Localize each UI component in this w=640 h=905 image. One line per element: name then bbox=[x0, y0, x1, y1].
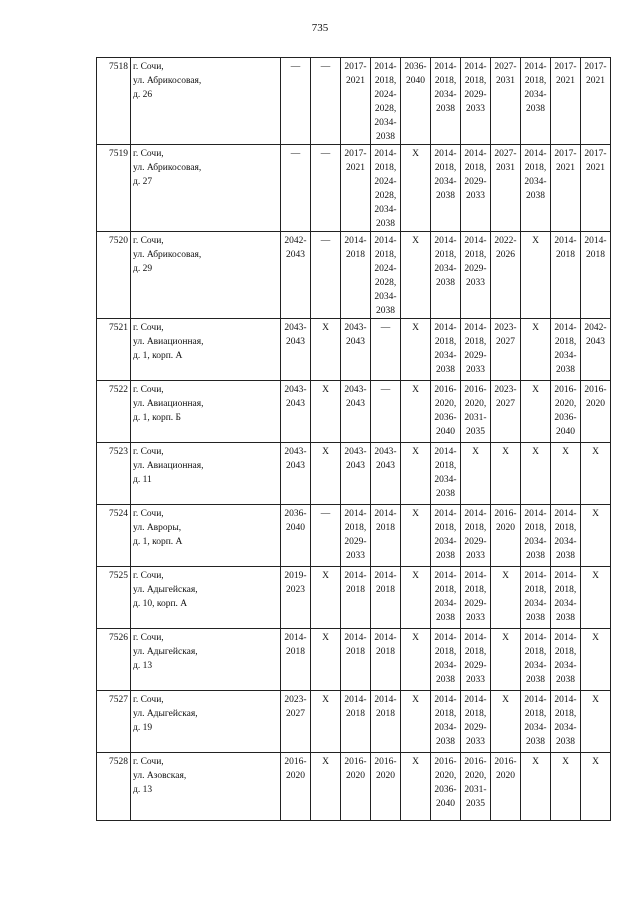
table-body bbox=[97, 58, 611, 821]
term-cell: 2014- 2018 bbox=[371, 567, 401, 629]
term-cell: 2014- 2018 bbox=[341, 567, 371, 629]
term-cell: 2022- 2026 bbox=[491, 232, 521, 319]
term-cell: 2014- 2018, 2034- 2038 bbox=[431, 443, 461, 505]
address-cell: г. Сочи, ул. Адыгейская, д. 13 bbox=[131, 629, 281, 691]
term-cell: 2014- 2018 bbox=[581, 232, 611, 319]
address-cell: г. Сочи, ул. Адыгейская, д. 19 bbox=[131, 691, 281, 753]
term-cell: 2014- 2018, 2029- 2033 bbox=[461, 691, 491, 753]
term-cell: X bbox=[581, 753, 611, 821]
term-cell: 2014- 2018, 2034- 2038 bbox=[551, 567, 581, 629]
term-cell: 2016- 2020 bbox=[491, 753, 521, 821]
term-cell: 2016- 2020 bbox=[281, 753, 311, 821]
term-cell: 2023- 2027 bbox=[491, 319, 521, 381]
row-number: 7523 bbox=[97, 443, 131, 505]
term-cell: 2016- 2020 bbox=[581, 381, 611, 443]
term-cell: 2014- 2018, 2034- 2038 bbox=[521, 629, 551, 691]
term-cell: 2014- 2018 bbox=[281, 629, 311, 691]
address-cell: г. Сочи, ул. Абрикосовая, д. 26 bbox=[131, 58, 281, 145]
term-cell: 2017- 2021 bbox=[341, 58, 371, 145]
term-cell: 2014- 2018 bbox=[371, 505, 401, 567]
term-cell: 2017- 2021 bbox=[341, 145, 371, 232]
term-cell: 2043- 2043 bbox=[371, 443, 401, 505]
term-cell: 2043- 2043 bbox=[281, 381, 311, 443]
term-cell: X bbox=[401, 505, 431, 567]
term-cell: 2019- 2023 bbox=[281, 567, 311, 629]
term-cell: — bbox=[311, 505, 341, 567]
term-cell: X bbox=[551, 443, 581, 505]
address-cell: г. Сочи, ул. Авиационная, д. 1, корп. А bbox=[131, 319, 281, 381]
term-cell: 2014- 2018 bbox=[551, 232, 581, 319]
address-cell: г. Сочи, ул. Азовская, д. 13 bbox=[131, 753, 281, 821]
term-cell: X bbox=[551, 753, 581, 821]
term-cell: X bbox=[521, 753, 551, 821]
term-cell: 2036- 2040 bbox=[281, 505, 311, 567]
row-number: 7526 bbox=[97, 629, 131, 691]
term-cell: — bbox=[311, 145, 341, 232]
term-cell: 2014- 2018, 2034- 2038 bbox=[551, 505, 581, 567]
table-row bbox=[97, 319, 611, 381]
term-cell: 2014- 2018, 2024- 2028, 2034- 2038 bbox=[371, 145, 401, 232]
address-cell: г. Сочи, ул. Авиационная, д. 1, корп. Б bbox=[131, 381, 281, 443]
term-cell: 2016- 2020 bbox=[491, 505, 521, 567]
term-cell: X bbox=[581, 629, 611, 691]
row-number: 7524 bbox=[97, 505, 131, 567]
term-cell: — bbox=[371, 319, 401, 381]
term-cell: X bbox=[491, 691, 521, 753]
term-cell: X bbox=[401, 443, 431, 505]
table-row bbox=[97, 691, 611, 753]
term-cell: 2014- 2018, 2034- 2038 bbox=[521, 691, 551, 753]
address-cell: г. Сочи, ул. Адыгейская, д. 10, корп. А bbox=[131, 567, 281, 629]
term-cell: — bbox=[281, 58, 311, 145]
term-cell: 2043- 2043 bbox=[341, 443, 371, 505]
term-cell: X bbox=[401, 145, 431, 232]
row-number: 7518 bbox=[97, 58, 131, 145]
term-cell: 2014- 2018, 2029- 2033 bbox=[461, 232, 491, 319]
term-cell: 2014- 2018, 2034- 2038 bbox=[431, 691, 461, 753]
term-cell: 2023- 2027 bbox=[491, 381, 521, 443]
address-cell: г. Сочи, ул. Авиационная, д. 11 bbox=[131, 443, 281, 505]
term-cell: 2017- 2021 bbox=[581, 58, 611, 145]
term-cell: X bbox=[581, 567, 611, 629]
register-table bbox=[96, 57, 611, 821]
term-cell: 2014- 2018, 2034- 2038 bbox=[521, 505, 551, 567]
term-cell: 2014- 2018, 2034- 2038 bbox=[431, 145, 461, 232]
term-cell: 2014- 2018, 2034- 2038 bbox=[551, 629, 581, 691]
term-cell: — bbox=[311, 58, 341, 145]
term-cell: X bbox=[521, 381, 551, 443]
term-cell: 2014- 2018, 2034- 2038 bbox=[431, 505, 461, 567]
term-cell: 2043- 2043 bbox=[341, 319, 371, 381]
term-cell: 2017- 2021 bbox=[581, 145, 611, 232]
term-cell: 2043- 2043 bbox=[281, 443, 311, 505]
table-row bbox=[97, 505, 611, 567]
term-cell: 2016- 2020 bbox=[371, 753, 401, 821]
term-cell: — bbox=[371, 381, 401, 443]
term-cell: 2014- 2018 bbox=[371, 691, 401, 753]
term-cell: 2014- 2018, 2034- 2038 bbox=[551, 691, 581, 753]
page-number: 735 bbox=[311, 22, 329, 34]
term-cell: 2014- 2018, 2029- 2033 bbox=[461, 145, 491, 232]
term-cell: X bbox=[401, 567, 431, 629]
term-cell: 2017- 2021 bbox=[551, 145, 581, 232]
term-cell: 2014- 2018, 2034- 2038 bbox=[551, 319, 581, 381]
term-cell: — bbox=[281, 145, 311, 232]
term-cell: X bbox=[581, 505, 611, 567]
term-cell: 2016- 2020, 2031- 2035 bbox=[461, 381, 491, 443]
term-cell: 2042- 2043 bbox=[281, 232, 311, 319]
term-cell: X bbox=[491, 443, 521, 505]
term-cell: X bbox=[521, 443, 551, 505]
term-cell: 2014- 2018, 2024- 2028, 2034- 2038 bbox=[371, 232, 401, 319]
term-cell: — bbox=[311, 232, 341, 319]
term-cell: 2014- 2018, 2034- 2038 bbox=[431, 319, 461, 381]
term-cell: X bbox=[521, 319, 551, 381]
term-cell: 2016- 2020 bbox=[341, 753, 371, 821]
row-number: 7522 bbox=[97, 381, 131, 443]
term-cell: X bbox=[311, 753, 341, 821]
table-row bbox=[97, 753, 611, 821]
term-cell: X bbox=[401, 629, 431, 691]
term-cell: X bbox=[401, 232, 431, 319]
term-cell: 2014- 2018, 2034- 2038 bbox=[431, 232, 461, 319]
table-row bbox=[97, 567, 611, 629]
term-cell: 2014- 2018, 2029- 2033 bbox=[461, 319, 491, 381]
term-cell: X bbox=[581, 443, 611, 505]
term-cell: 2014- 2018 bbox=[341, 232, 371, 319]
term-cell: 2043- 2043 bbox=[341, 381, 371, 443]
row-number: 7519 bbox=[97, 145, 131, 232]
row-number: 7527 bbox=[97, 691, 131, 753]
term-cell: X bbox=[311, 567, 341, 629]
term-cell: 2014- 2018, 2024- 2028, 2034- 2038 bbox=[371, 58, 401, 145]
row-number: 7525 bbox=[97, 567, 131, 629]
address-cell: г. Сочи, ул. Авроры, д. 1, корп. А bbox=[131, 505, 281, 567]
row-number: 7520 bbox=[97, 232, 131, 319]
table-row bbox=[97, 381, 611, 443]
term-cell: 2014- 2018, 2034- 2038 bbox=[521, 567, 551, 629]
row-number: 7521 bbox=[97, 319, 131, 381]
table-row bbox=[97, 58, 611, 145]
row-number: 7528 bbox=[97, 753, 131, 821]
term-cell: 2014- 2018, 2029- 2033 bbox=[461, 58, 491, 145]
table-row bbox=[97, 145, 611, 232]
term-cell: X bbox=[311, 443, 341, 505]
term-cell: 2017- 2021 bbox=[551, 58, 581, 145]
term-cell: 2014- 2018, 2034- 2038 bbox=[521, 145, 551, 232]
term-cell: 2014- 2018, 2034- 2038 bbox=[431, 58, 461, 145]
term-cell: 2016- 2020, 2036- 2040 bbox=[431, 753, 461, 821]
term-cell: 2014- 2018, 2034- 2038 bbox=[431, 629, 461, 691]
term-cell: 2014- 2018, 2029- 2033 bbox=[461, 629, 491, 691]
term-cell: 2043- 2043 bbox=[281, 319, 311, 381]
term-cell: 2014- 2018 bbox=[341, 691, 371, 753]
term-cell: 2016- 2020, 2031- 2035 bbox=[461, 753, 491, 821]
term-cell: 2014- 2018, 2034- 2038 bbox=[431, 567, 461, 629]
term-cell: 2027- 2031 bbox=[491, 145, 521, 232]
term-cell: 2014- 2018, 2029- 2033 bbox=[461, 567, 491, 629]
term-cell: 2014- 2018 bbox=[371, 629, 401, 691]
term-cell: 2027- 2031 bbox=[491, 58, 521, 145]
term-cell: 2014- 2018 bbox=[341, 629, 371, 691]
term-cell: X bbox=[311, 691, 341, 753]
term-cell: X bbox=[491, 629, 521, 691]
term-cell: X bbox=[401, 753, 431, 821]
term-cell: 2036- 2040 bbox=[401, 58, 431, 145]
term-cell: 2014- 2018, 2029- 2033 bbox=[341, 505, 371, 567]
term-cell: X bbox=[521, 232, 551, 319]
table-row bbox=[97, 629, 611, 691]
address-cell: г. Сочи, ул. Абрикосовая, д. 27 bbox=[131, 145, 281, 232]
term-cell: X bbox=[491, 567, 521, 629]
table-row bbox=[97, 232, 611, 319]
term-cell: X bbox=[581, 691, 611, 753]
term-cell: 2014- 2018, 2034- 2038 bbox=[521, 58, 551, 145]
address-cell: г. Сочи, ул. Абрикосовая, д. 29 bbox=[131, 232, 281, 319]
term-cell: 2016- 2020, 2036- 2040 bbox=[551, 381, 581, 443]
term-cell: X bbox=[311, 319, 341, 381]
term-cell: X bbox=[311, 629, 341, 691]
term-cell: X bbox=[311, 381, 341, 443]
term-cell: X bbox=[401, 381, 431, 443]
term-cell: X bbox=[461, 443, 491, 505]
term-cell: X bbox=[401, 319, 431, 381]
term-cell: X bbox=[401, 691, 431, 753]
term-cell: 2023- 2027 bbox=[281, 691, 311, 753]
table-row bbox=[97, 443, 611, 505]
term-cell: 2014- 2018, 2029- 2033 bbox=[461, 505, 491, 567]
term-cell: 2042- 2043 bbox=[581, 319, 611, 381]
term-cell: 2016- 2020, 2036- 2040 bbox=[431, 381, 461, 443]
